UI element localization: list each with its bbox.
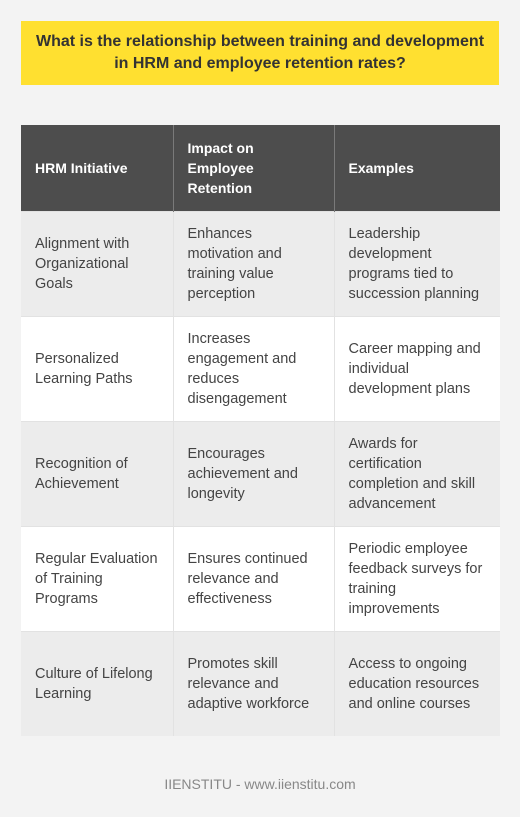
title-banner	[21, 21, 499, 85]
retention-table	[21, 125, 500, 736]
table-cell-examples: Access to ongoing education resources and online courses	[334, 632, 500, 737]
table-cell-initiative: Regular Evaluation of Training Programs	[21, 527, 173, 632]
table-cell-impact: Ensures continued relevance and effectiveness	[173, 527, 334, 632]
column-header-initiative: HRM Initiative	[21, 125, 173, 212]
table-cell-examples: Awards for certification completion and skill advancement	[334, 422, 500, 527]
table-cell-impact: Promotes skill relevance and adaptive workforce	[173, 632, 334, 737]
table-cell-initiative: Personalized Learning Paths	[21, 317, 173, 422]
table-row	[21, 422, 500, 527]
table-row	[21, 317, 500, 422]
table-cell-impact: Encourages achievement and longevity	[173, 422, 334, 527]
table-cell-impact: Enhances motivation and training value perception	[173, 212, 334, 317]
column-header-impact: Impact on Employee Retention	[173, 125, 334, 212]
table-cell-initiative: Recognition of Achievement	[21, 422, 173, 527]
table-row	[21, 632, 500, 737]
footer-credit: IIENSTITU - www.iienstitu.com	[164, 776, 356, 792]
column-header-examples: Examples	[334, 125, 500, 212]
table-cell-examples: Leadership development programs tied to succession planning	[334, 212, 500, 317]
table-row	[21, 212, 500, 317]
table-cell-impact: Increases engagement and reduces disengagement	[173, 317, 334, 422]
page-title: What is the relationship between training and development in HRM and employee retention rates?	[35, 33, 485, 72]
table-cell-examples: Periodic employee feedback surveys for training improvements	[334, 527, 500, 632]
table-cell-initiative: Alignment with Organizational Goals	[21, 212, 173, 317]
table-header-row	[21, 125, 500, 212]
table-cell-examples: Career mapping and individual development plans	[334, 317, 500, 422]
table-row	[21, 527, 500, 632]
table-cell-initiative: Culture of Lifelong Learning	[21, 632, 173, 737]
